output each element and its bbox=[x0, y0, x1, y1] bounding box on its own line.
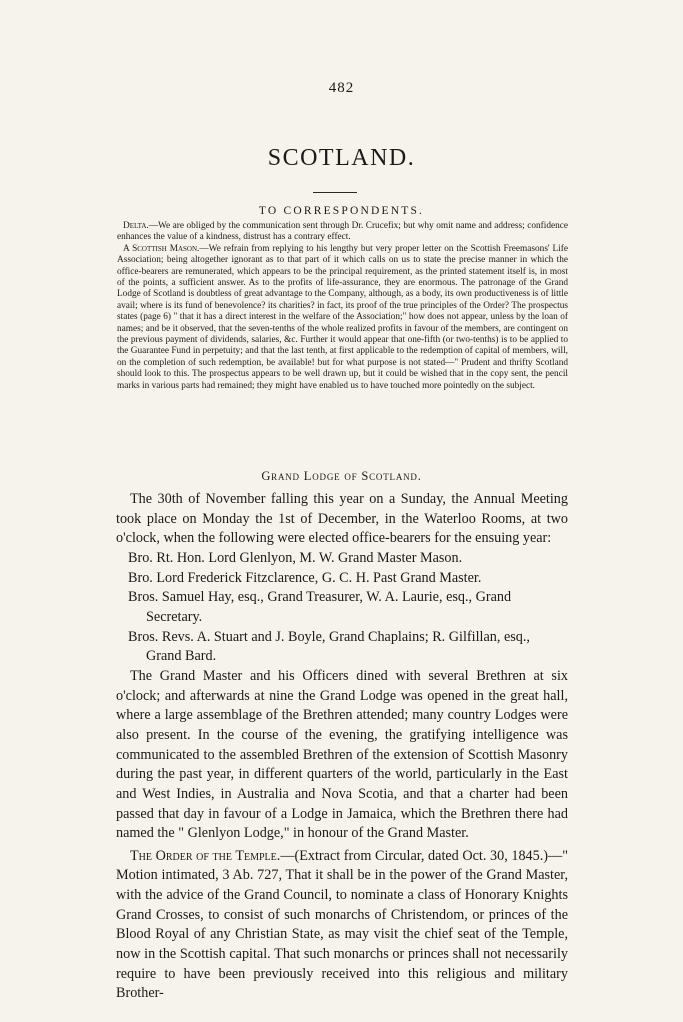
main-article bbox=[116, 490, 568, 1004]
dinner-paragraph: The Grand Master and his Officers dined with several Brethren at six o'clock; and afterwards at nine the Grand Lodge was opened in the great hall, where a large assemblage of the Brethren attended; many country Lodges were also present. In the course of the evening, the gratifying intelligence was communicated to the assembled Brethren of the extension of Scottish Masonry during the past year, in different quarters of the world, particularly in the East and West Indies, in Australia and Nova Scotia, and that a charter had been passed that day in favour of a Lodge in Jamaica, which the Brethren there had named the " Glenlyon Lodge," in honour of the Grand Master. bbox=[116, 667, 568, 842]
temple-paragraph bbox=[116, 847, 568, 1004]
correspondents-notices bbox=[117, 221, 568, 392]
grand-lodge-heading: Grand Lodge of Scotland. bbox=[261, 469, 422, 483]
page-title: SCOTLAND. bbox=[267, 145, 416, 171]
notice-lead: A Scottish Mason. bbox=[123, 243, 200, 254]
officer-line: Bros. Revs. A. Stuart and J. Boyle, Grand Chaplains; R. Gilfillan, esq., Grand Bard. bbox=[128, 628, 530, 665]
notice-text: —We are obliged by the communication sent through Dr. Crucefix; but why omit name and address; confidence enhances the value of a kindness, distrust has a contrary effect. bbox=[117, 221, 568, 243]
notice-scottish-mason bbox=[117, 244, 568, 392]
notice-delta bbox=[117, 221, 568, 244]
officer-line: Bro. Rt. Hon. Lord Glenlyon, M. W. Grand Master Mason. bbox=[128, 549, 463, 566]
page-number: 482 bbox=[328, 80, 355, 96]
notice-lead: Delta. bbox=[123, 221, 149, 231]
meeting-paragraph: The 30th of November falling this year on a Sunday, the Annual Meeting took place on Monday the 1st of December, in the Waterloo Rooms, at two o'clock, when the following were elected office-bearers for the ensuing year: bbox=[116, 491, 568, 547]
temple-text: —(Extract from Circular, dated Oct. 30, 1845.)—" Motion intimated, 3 Ab. 727, That it shall be in the power of the Grand Master, with the advice of the Grand Council, to nominate a class of Honorary Knights Grand Crosses, to consist of such monarchs of Christendom, or princes of the Blood Royal of any Christian State, as may visit the chief seat of the Temple, now in the Scottish capital. That such monarchs or princes shall not necessarily require to have been previously received into this religious and military Brother- bbox=[116, 847, 568, 1002]
title-rule bbox=[313, 192, 357, 193]
officer-line: Bro. Lord Frederick Fitzclarence, G. C. H. Past Grand Master. bbox=[128, 569, 482, 586]
correspondents-heading: TO CORRESPONDENTS. bbox=[258, 205, 425, 217]
officer-line: Bros. Samuel Hay, esq., Grand Treasurer, W. A. Laurie, esq., Grand Secretary. bbox=[128, 589, 512, 625]
notice-text: —We refrain from replying to his lengthy but very proper letter on the Scottish Freemasons' Life Association; being altogether ignorant as to that part of it which calls on us to state the precise manner in which the office-bearers are remunerated, which appears to be the principal requirement, as the printed statement itself is, in most of the points, a sufficient answer. As to the profits of life-assurance, they are enormous. The patronage of the Grand Lodge of Scotland is doubtless of great advantage to the Company, although, as a body, its own productiveness is of little avail; where is its fund of benevolence? its charities? in fact, its proof of the true principles of the Order? The prospectus states (page 6) " that it has a direct interest in the welfare of the Association;" how does not appear, unless by the loan of names; and be it observed, that the seven-tenths of the whole realized profits in favour of the members, are contingent on the previous payment of dividends, salaries, &c. Further it would appear that one-fifth (or two-tenths) is to be applied to the Guarantee Fund in perpetuity; and that the last tenth, at first applicable to the redemption of capital of members, will, on the completion of such redemption, be available! but for what purpose is not stated—" Prudent and thrifty Scotland should look to this. The prospectus appears to be well drawn up, but it could be wished that in the copy sent, the pencil marks in various parts had remained; they might have enabled us to have touched more pointedly on the subject. bbox=[117, 243, 568, 391]
temple-lead: The Order of the Temple. bbox=[130, 847, 281, 864]
